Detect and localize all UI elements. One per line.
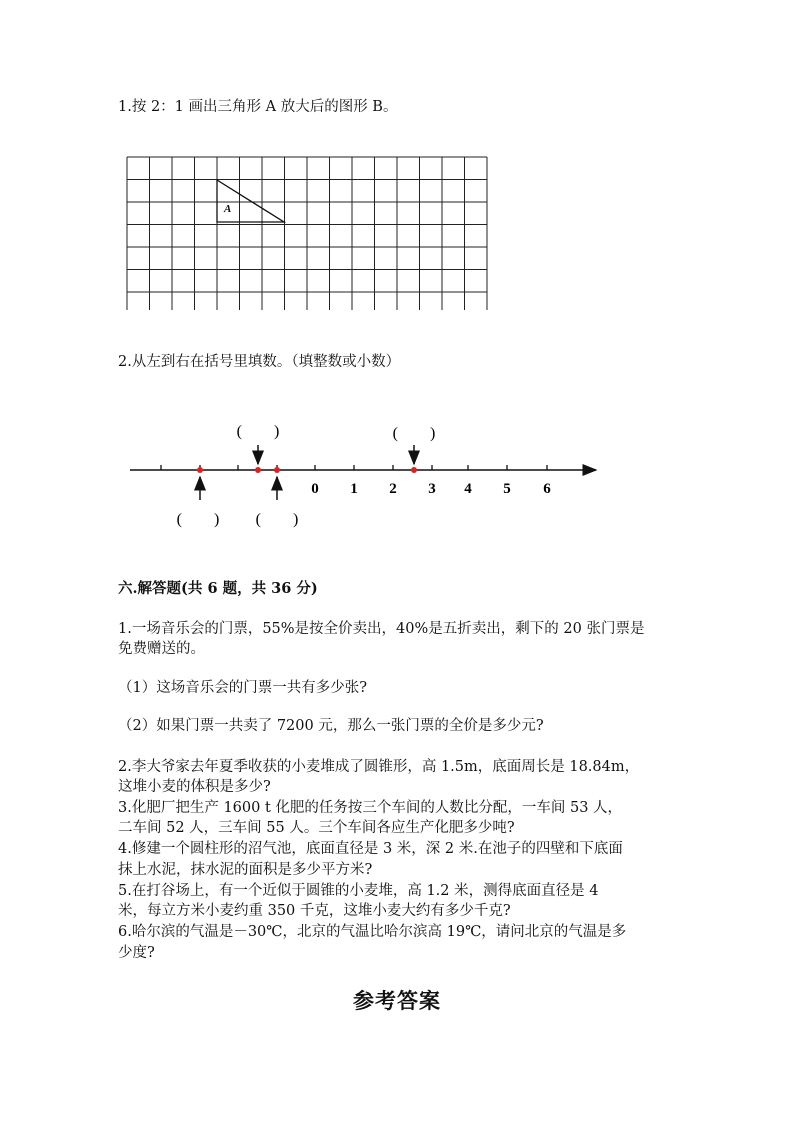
question-2-label: 2.从左到右在括号里填数。（填整数或小数） (118, 354, 401, 370)
problem-3-line-1: 3.化肥厂把生产 1600 t 化肥的任务按三个车间的人数比分配，一车间 53 人， (118, 800, 623, 816)
marker-point-2 (255, 467, 261, 473)
problem-2-line-2: 这堆小麦的体积是多少? (118, 779, 271, 795)
marker-point-3 (274, 467, 280, 473)
tick-label-6: 6 (543, 481, 551, 497)
paren-bottom-2: ( ) (255, 511, 299, 528)
problem-4-line-1: 4.修建一个圆柱形的沼气池，底面直径是 3 米，深 2 米.在池子的四壁和下底面 (118, 841, 623, 857)
problem-3-line-2: 二车间 52 人，三车间 55 人。三个车间各应生产化肥多少吨? (118, 820, 515, 836)
problem-6-line-2: 少度? (118, 945, 155, 961)
problem-5-line-1: 5.在打谷场上，有一个近似于圆锥的小麦堆，高 1.2 米，测得底面直径是 4 (118, 883, 599, 899)
paren-bottom-1: ( ) (176, 511, 220, 528)
marker-point-4 (411, 467, 417, 473)
tick-label-3: 3 (428, 481, 436, 497)
triangle-a-label: A (224, 203, 232, 215)
tick-label-4: 4 (464, 481, 472, 497)
paren-top-2: ( ) (392, 425, 436, 442)
grid-lines (127, 157, 487, 310)
tick-label-5: 5 (503, 481, 511, 497)
problem-2-line-1: 2.李大爷家去年夏季收获的小麦堆成了圆锥形，高 1.5m，底面周长是 18.84m， (118, 759, 640, 775)
tick-label-2: 2 (389, 481, 397, 497)
problem-1-line-1: 1.一场音乐会的门票，55%是按全价卖出，40%是五折卖出，剩下的 20 张门票是 (118, 621, 645, 637)
problem-1-sub-1: （1）这场音乐会的门票一共有多少张? (118, 680, 367, 696)
grid-figure (126, 156, 490, 310)
problem-6-line-1: 6.哈尔滨的气温是－30℃，北京的气温比哈尔滨高 19℃，请问北京的气温是多 (118, 924, 627, 940)
question-1-label: 1.按 2：1 画出三角形 A 放大后的图形 B。 (118, 99, 398, 115)
problem-1-line-2: 免费赠送的。 (118, 641, 205, 657)
tick-label-0: 0 (311, 481, 319, 497)
answer-title: 参考答案 (353, 988, 441, 1013)
marker-point-1 (197, 467, 203, 473)
problem-1-sub-2: （2）如果门票一共卖了 7200 元，那么一张门票的全价是多少元? (118, 718, 544, 734)
problem-4-line-2: 抹上水泥，抹水泥的面积是多少平方米? (118, 862, 373, 878)
section-heading: 六.解答题(共 6 题，共 36 分) (118, 580, 318, 597)
tick-label-1: 1 (350, 481, 358, 497)
triangle-a (217, 180, 284, 222)
paren-top-1: ( ) (236, 423, 280, 440)
number-line-figure (120, 415, 610, 535)
problem-5-line-2: 米，每立方米小麦约重 350 千克，这堆小麦大约有多少千克? (118, 903, 511, 919)
